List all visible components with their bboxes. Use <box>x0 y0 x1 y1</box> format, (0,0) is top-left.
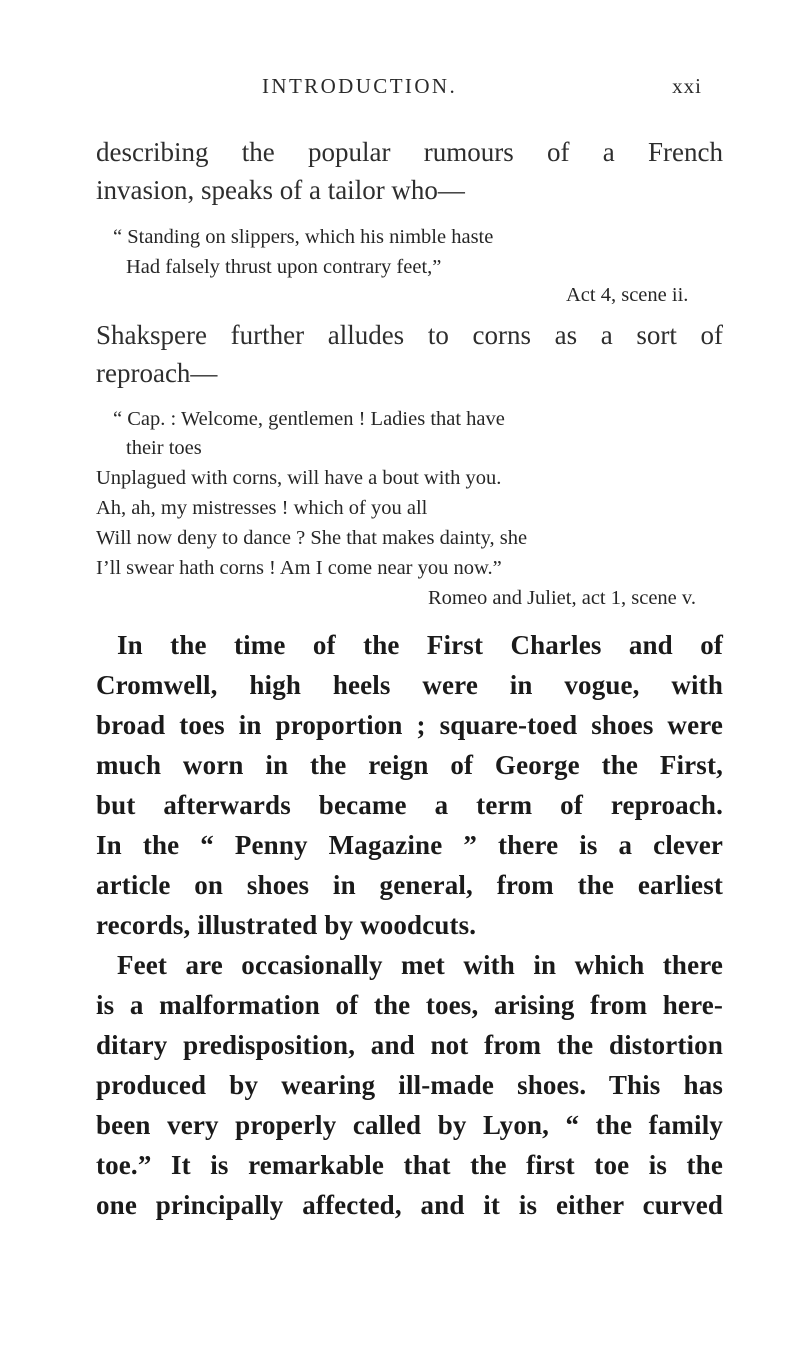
text-line: describing the popular rumours of a French <box>96 137 723 167</box>
text-line: broad toes in proportion ; square-toed shoes were <box>96 710 723 740</box>
text-line: records, illustrated by woodcuts. <box>96 910 477 940</box>
text-line: In the time of the First Charles and of <box>117 630 723 660</box>
text-line: is a malformation of the toes, arising from here- <box>96 990 723 1020</box>
quote-line: their toes <box>126 437 202 459</box>
quote-citation: Act 4, scene ii. <box>566 284 689 306</box>
quote-line: Unplagued with corns, will have a bout with you. <box>96 467 502 489</box>
text-line: toe.” It is remarkable that the first toe is the <box>96 1150 723 1180</box>
running-header <box>262 74 702 104</box>
text-line: article on shoes in general, from the earliest <box>96 870 723 900</box>
quote-line: “ Cap. : Welcome, gentlemen ! Ladies that have <box>113 408 505 430</box>
text-line: been very properly called by Lyon, “ the family <box>96 1110 723 1140</box>
quote-line: Had falsely thrust upon contrary feet,” <box>126 256 442 278</box>
text-line: In the “ Penny Magazine ” there is a clever <box>96 830 723 860</box>
text-line: reproach— <box>96 358 218 388</box>
text-line: produced by wearing ill-made shoes. This has <box>96 1070 723 1100</box>
text-line: invasion, speaks of a tailor who— <box>96 175 465 205</box>
text-line: Shakspere further alludes to corns as a sort of <box>96 320 723 350</box>
quote-citation: Romeo and Juliet, act 1, scene v. <box>428 587 696 609</box>
header-title: INTRODUCTION. <box>262 74 458 98</box>
text-line: much worn in the reign of George the First, <box>96 750 723 780</box>
text-line: Feet are occasionally met with in which there <box>117 950 723 980</box>
quote-line: Ah, ah, my mistresses ! which of you all <box>96 497 428 519</box>
quote-line: “ Standing on slippers, which his nimble haste <box>113 226 494 248</box>
text-line: Cromwell, high heels were in vogue, with <box>96 670 723 700</box>
text-line: ditary predisposition, and not from the distortion <box>96 1030 723 1060</box>
text-line: one principally affected, and it is either curved <box>96 1190 723 1220</box>
page-number: xxi <box>672 74 702 98</box>
quote-line: Will now deny to dance ? She that makes dainty, she <box>96 527 528 549</box>
text-line: but afterwards became a term of reproach. <box>96 790 723 820</box>
quote-line: I’ll swear hath corns ! Am I come near you now.” <box>96 557 502 579</box>
